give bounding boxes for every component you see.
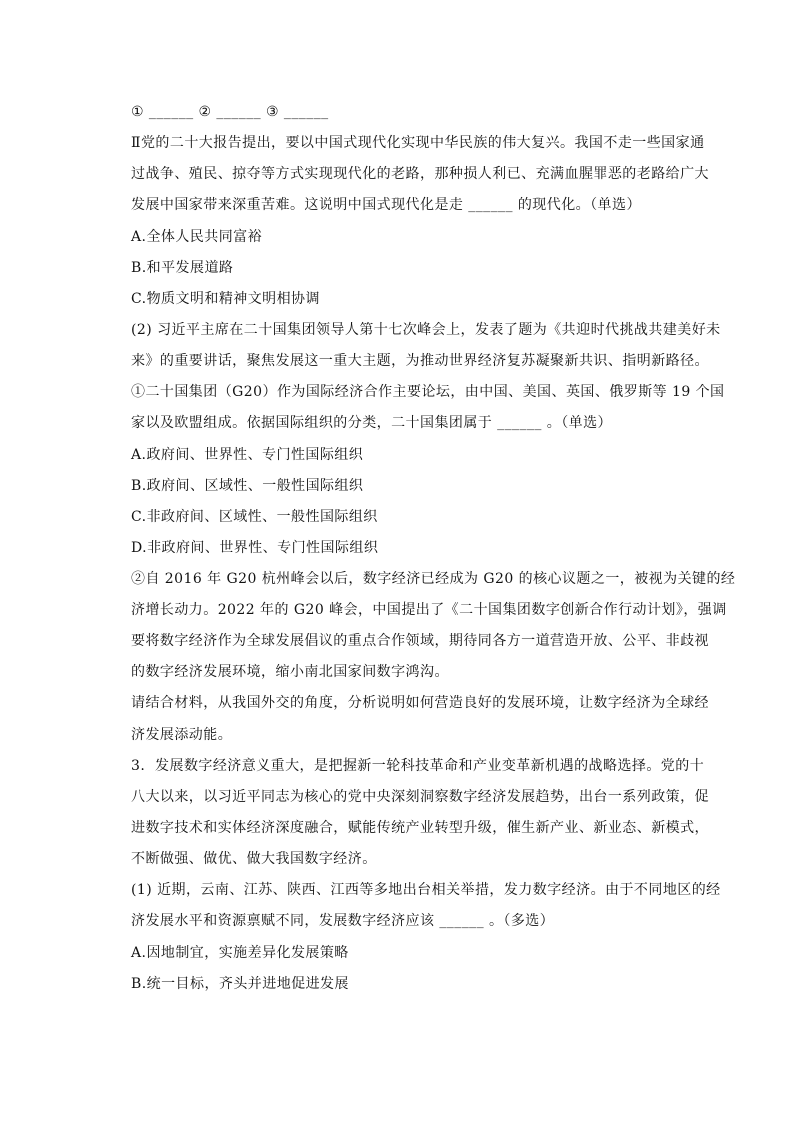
answer-blanks: ① ______ ② ______ ③ ______ (131, 104, 329, 120)
question-text: ①二十国集团（G20）作为国际经济合作主要论坛，由中国、美国、英国、俄罗斯等 19 个国 (131, 384, 725, 400)
question-3-text: 3. 发展数字经济意义重大，是把握新一轮科技革命和产业变革新机遇的战略选择。党的十 (131, 758, 705, 774)
option-d: D.非政府间、世界性、专门性国际组织 (131, 540, 379, 556)
question-text: 济发展水平和资源禀赋不同，发展数字经济应该 ______ 。（多选） (131, 913, 555, 929)
question-text: 过战争、殖民、掠夺等方式实现现代化的老路，那种损人利已、充满血腥罪恶的老路给广大 (131, 166, 709, 182)
question-text: 家以及欧盟组成。依据国际组织的分类，二十国集团属于 ______ 。（单选） (131, 415, 612, 431)
option-a: A.全体人民共同富裕 (131, 229, 263, 245)
option-c: C.非政府间、区域性、一般性国际组织 (131, 509, 378, 525)
question-text: 济发展添动能。 (131, 727, 233, 743)
material-text: 济增长动力。2022 年的 G20 峰会，中国提出了《二十国集团数字创新合作行动计划》，强调 (131, 602, 727, 618)
option-b: B.统一目标，齐头并进地促进发展 (131, 976, 349, 992)
question-text: Ⅱ党的二十大报告提出，要以中国式现代化实现中华民族的伟大复兴。我国不走一些国家通 (131, 135, 705, 151)
option-a: A.政府间、世界性、专门性国际组织 (131, 447, 364, 463)
question-text: 发展中国家带来深重苦难。这说明中国式现代化是走 ______ 的现代化。（单选） (131, 197, 641, 213)
option-b: B.政府间、区域性、一般性国际组织 (131, 478, 364, 494)
question-text: 请结合材料，从我国外交的角度，分析说明如何营造良好的发展环境，让数字经济为全球经 (131, 695, 709, 711)
option-a: A.因地制宜，实施差异化发展策略 (131, 945, 349, 961)
question-text: 来》的重要讲话，聚焦发展这一重大主题，为推动世界经济复苏凝聚新共识、指明新路径。 (131, 353, 709, 369)
option-b: B.和平发展道路 (131, 260, 234, 276)
question-text: (2) 习近平主席在二十国集团领导人第十七次峰会上，发表了题为《共迎时代挑战共建美好未 (131, 322, 721, 338)
question-3-text: 八大以来，以习近平同志为核心的党中央深刻洞察数字经济发展趋势，出台一系列政策，促 (131, 789, 709, 805)
question-text: (1) 近期，云南、江苏、陕西、江西等多地出台相关举措，发力数字经济。由于不同地区的经 (131, 882, 721, 898)
material-text: ②自 2016 年 G20 杭州峰会以后，数字经济已经成为 G20 的核心议题之一，被视为关键的经 (131, 571, 736, 587)
question-3-text: 不断做强、做优、做大我国数字经济。 (131, 851, 377, 867)
material-text: 的数字经济发展环境，缩小南北国家间数字鸿沟。 (131, 664, 449, 680)
material-text: 要将数字经济作为全球发展倡议的重点合作领域，期待同各方一道营造开放、公平、非歧视 (131, 633, 709, 649)
option-c: C.物质文明和精神文明相协调 (131, 291, 320, 307)
question-3-text: 进数字技术和实体经济深度融合，赋能传统产业转型升级，催生新产业、新业态、新模式， (131, 820, 709, 836)
